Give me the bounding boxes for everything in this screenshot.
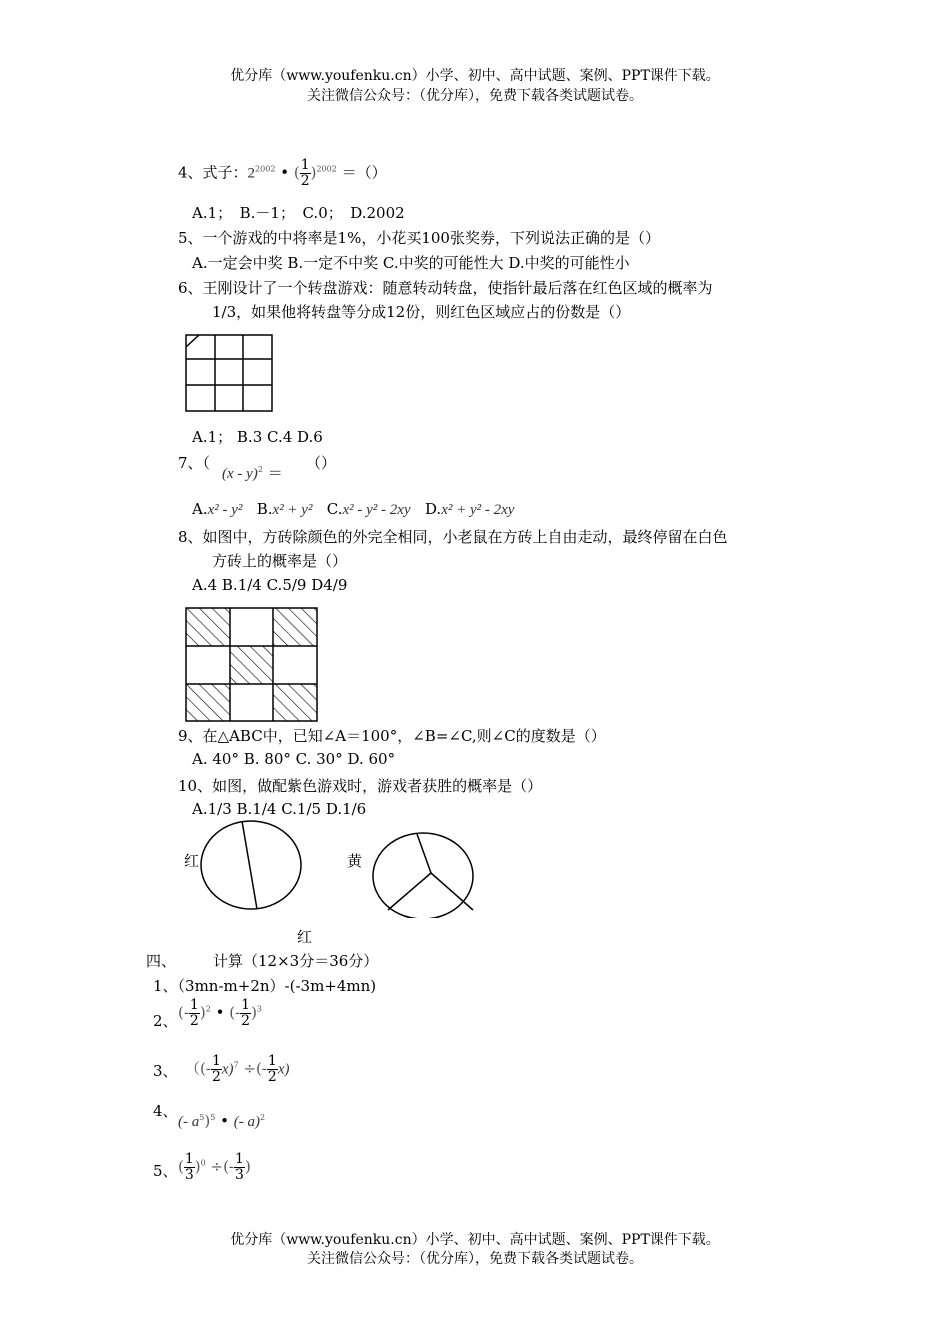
question-10: 10、如图，做配紫色游戏时，游戏者获胜的概率是（）: [178, 777, 543, 795]
calc-2-expression: (- $\frac{1}{2}$ )$^2$ • (- $\frac{1}{2}$ )$^3$: [178, 997, 263, 1029]
q8-tile-figure: [185, 607, 320, 723]
q4-dot: •: [280, 163, 290, 182]
q10-label-red-left: 红: [184, 852, 200, 870]
q7-suffix: （）: [306, 454, 337, 472]
q10-label-yellow: 黄: [347, 852, 363, 870]
footer-line-1: 优分库（www.youfenku.cn）小学、初中、高中试题、案例、PPT课件下载。: [230, 1232, 720, 1248]
calc-1: 1、（3mn-m+2n）-(-3m+4mn): [153, 977, 377, 995]
q9-options: A. 40° B. 80° C. 30° D. 60°: [192, 750, 396, 768]
calc-2-number: 2、: [153, 1012, 178, 1030]
q10-label-blue: 蓝: [300, 850, 304, 855]
question-8-line-2: 方砖上的概率是（）: [212, 552, 348, 570]
question-5: 5、一个游戏的中将率是1%，小花买100张奖券，下列说法正确的是（）: [178, 229, 660, 247]
question-9: 9、在△ABC中，已知∠A＝100°，∠B=∠C,则∠C的度数是（）: [178, 727, 606, 745]
calc-3-number: 3、: [153, 1062, 178, 1080]
q8-options: A.4 B.1/4 C.5/9 D4/9: [192, 576, 348, 594]
calc-4-expression: (- $a^5)^5$ • (- a)$^2$: [178, 1112, 266, 1130]
calc-5-expression: ( $\frac{1}{3}$ )$^0$ ÷(- $\frac{1}{3}$ ): [178, 1151, 251, 1183]
calc-5-number: 5、: [153, 1162, 178, 1180]
q10-label-red-bottom: 红: [297, 928, 313, 946]
section-4-title: 计算（12×3分＝36分）: [213, 952, 379, 970]
q4-fraction: $\frac{1}{2}$: [300, 157, 310, 189]
question-4: 4、式子：$2^{2002}$ • ( $\frac{1}{2}$ )$^{2002}$ ＝（）: [178, 157, 387, 189]
question-7-prefix: 7、（: [178, 454, 211, 472]
question-6-line-1: 6、王刚设计了一个转盘游戏：随意转动转盘，使指针最后落在红色区域的概率为: [178, 279, 713, 297]
q4-exp1: 2002: [255, 164, 276, 174]
q4-prefix: 4、式子：: [178, 163, 248, 182]
calc-4-number: 4、: [153, 1102, 178, 1120]
q10-spinner-figure: [195, 818, 485, 918]
calc-3-expression: （(- $\frac{1}{2}$ x)$^7$ ÷(- $\frac{1}{2}$ x): [185, 1053, 290, 1085]
q4-options: A.1； B.－1； C.0； D.2002: [192, 204, 405, 222]
q6-grid-figure: [185, 334, 275, 414]
q4-base: 2: [247, 165, 256, 182]
header-line-2: 关注微信公众号：（优分库），免费下载各类试题试卷。: [307, 88, 643, 104]
header-line-1: 优分库（www.youfenku.cn）小学、初中、高中试题、案例、PPT课件下载。: [230, 68, 720, 84]
question-8-line-1: 8、如图中，方砖除颜色的外完全相同，小老鼠在方砖上自由走动，最终停留在白色: [178, 528, 728, 546]
q7-options: A.x² - y² B.x² + y² C.x² - y² - 2xy D.x² + y² - 2xy: [192, 500, 515, 518]
q4-suffix: ＝（）: [341, 163, 387, 182]
q7-expression: (x - y)$^2$ ＝: [222, 464, 283, 482]
section-4-number: 四、: [146, 952, 177, 970]
q4-exp2: 2002: [316, 164, 337, 174]
q6-options: A.1； B.3 C.4 D.6: [192, 428, 323, 446]
q5-options: A.一定会中奖 B.一定不中奖 C.中奖的可能性大 D.中奖的可能性小: [192, 254, 630, 272]
footer-line-2: 关注微信公众号：（优分库），免费下载各类试题试卷。: [307, 1251, 643, 1267]
q10-options: A.1/3 B.1/4 C.1/5 D.1/6: [192, 800, 367, 818]
question-6-line-2: 1/3，如果他将转盘等分成12份，则红色区域应占的份数是（）: [212, 303, 631, 321]
